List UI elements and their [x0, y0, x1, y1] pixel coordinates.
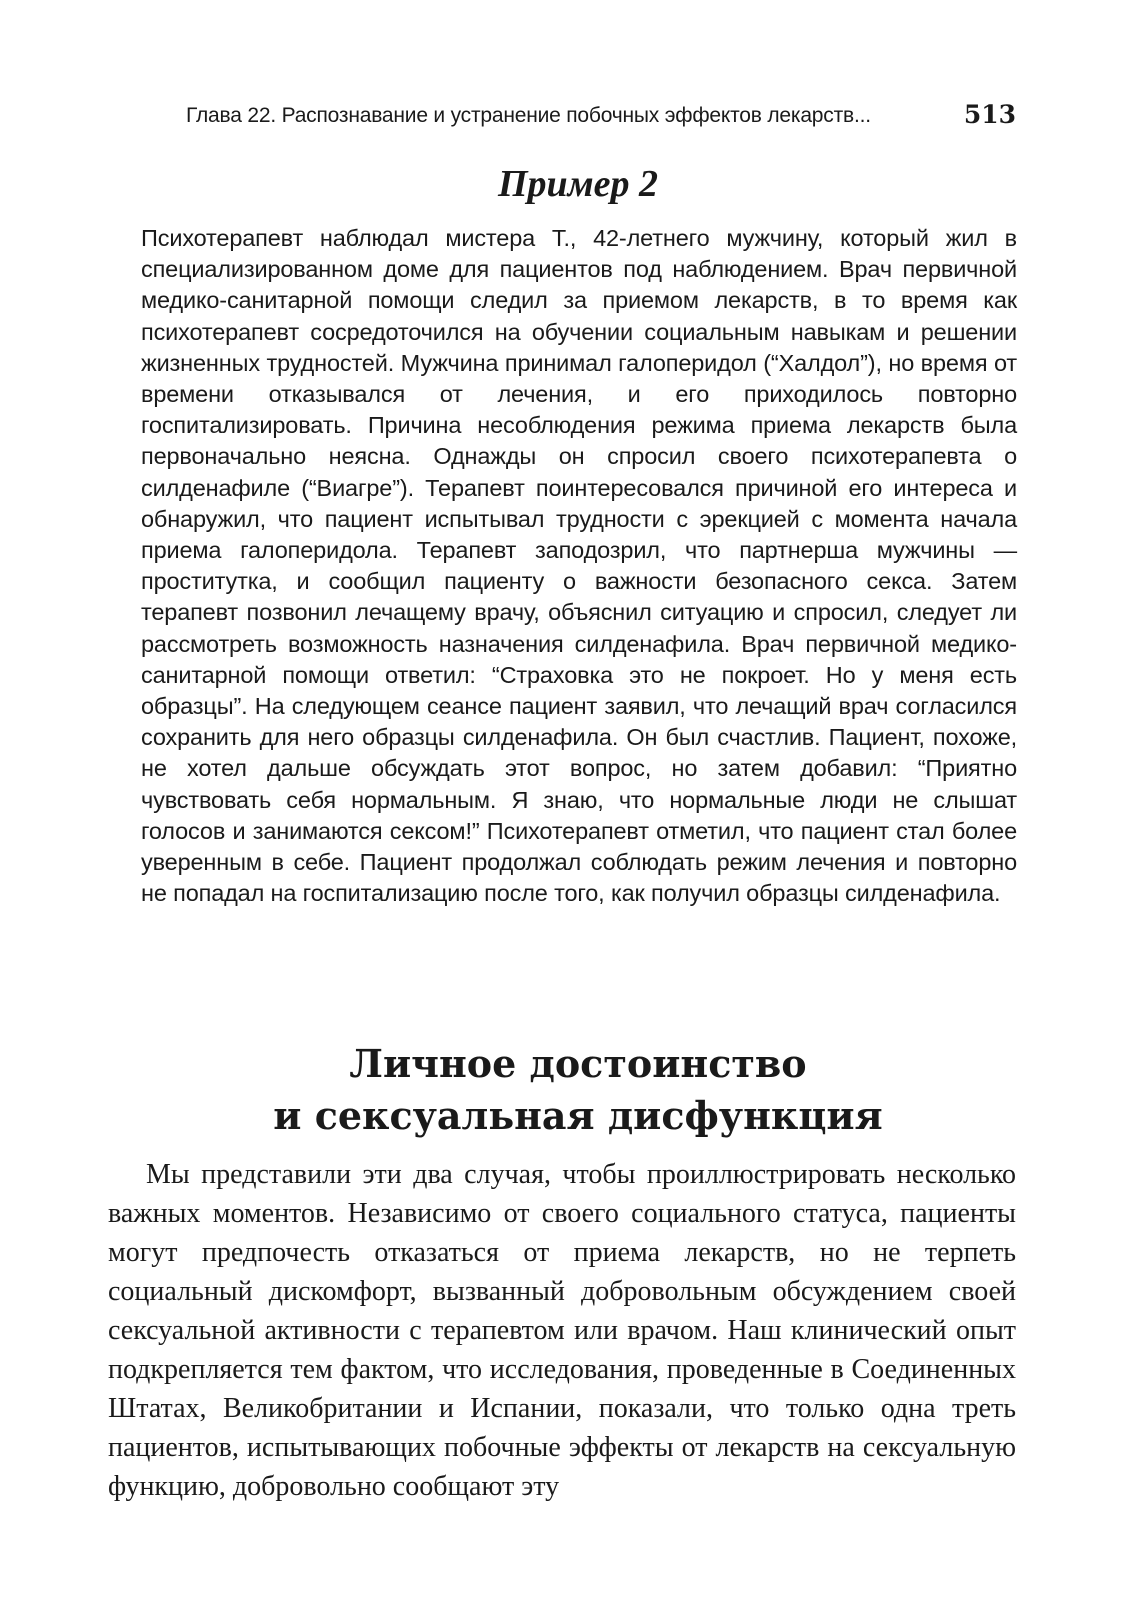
- section-body-text: Мы представили эти два случая, чтобы проиллюстрировать несколько важных моментов. Независимо от своего социального статуса, пациенты могут предпочесть отказаться от приема лекарств, но не терпеть социальный дискомфорт, вызванный добровольным обсуждением своей сексуальной активности с терапевтом или врачом. Наш клинический опыт подкрепляется тем фактом, что исследования, проведенные в Соединенных Штатах, Великобритании и Испании, показали, что только одна треть пациентов, испытывающих побочные эффекты от лекарств на сексуальную функцию, добровольно сообщают эту: [108, 1159, 1016, 1502]
- chapter-title: Глава 22. Распознавание и устранение побочных эффектов лекарств...: [186, 104, 871, 127]
- example-heading: Пример 2: [497, 163, 659, 205]
- section-heading: [140, 1038, 1016, 1142]
- running-header: [186, 100, 1016, 136]
- section-heading-line-2: и сексуальная дисфункция: [273, 1093, 883, 1138]
- case-example-text: Психотерапевт наблюдал мистера Т., 42-летнего мужчину, который жил в специализированном доме для пациентов под наблюдением. Врач первичной медико-санитарной помощи следил за приемом лекарств, в то время как психотерапевт сосредоточился на обучении социальным навыкам и решении жизненных трудностей. Мужчина принимал галоперидол (“Халдол”), но время от времени отказывался от лечения, и его приходилось повторно госпитализировать. Причина несоблюдения режима приема лекарств была первоначально неясна. Однажды он спросил своего психотерапевта о силденафиле (“Виагре”). Терапевт поинтересовался причиной его интереса и обнаружил, что пациент испытывал трудности с эрекцией с момента начала приема галоперидола. Терапевт заподозрил, что партнерша мужчины — проститутка, и сообщил пациенту о важности безопасного секса. Затем терапевт позвонил лечащему врачу, объяснил ситуацию и спросил, следует ли рассмотреть возможность назначения силденафила. Врач первичной медико-санитарной помощи ответил: “Страховка это не покроет. Но у меня есть образцы”. На следующем сеансе пациент заявил, что лечащий врач согласился сохранить для него образцы силденафила. Он был счастлив. Пациент, похоже, не хотел дальше обсуждать этот вопрос, но затем добавил: “Приятно чувствовать себя нормальным. Я знаю, что нормальные люди не слышат голосов и занимаются сексом!” Психотерапевт отметил, что пациент стал более уверенным в себе. Пациент продолжал соблюдать режим лечения и повторно не попадал на госпитализацию после того, как получил образцы силденафила.: [141, 225, 1017, 907]
- page-number: 513: [963, 100, 1016, 129]
- section-heading-line-1: Личное достоинство: [349, 1041, 807, 1086]
